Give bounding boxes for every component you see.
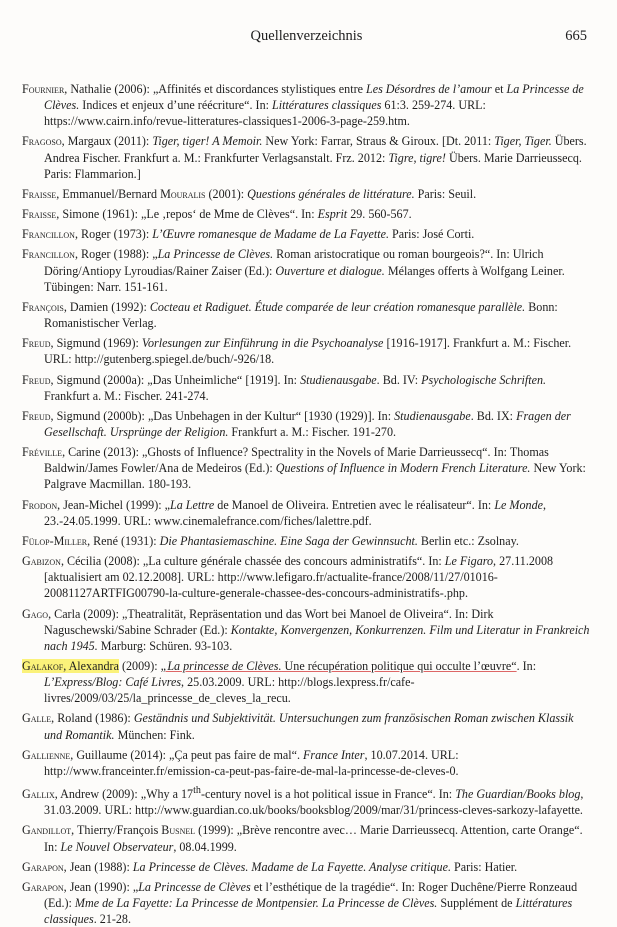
work-title: The Guardian/Books blog [455, 787, 581, 802]
author-name: Mouralis [160, 186, 206, 201]
entry-text: , 10.07.2014. URL: http://www.franceinter.fr/emission-ca-peut-pas-faire-de-mal-la-princesse-de-cleves-0. [44, 747, 459, 778]
entry-text: -century novel is a hot political issue in France“. In: [200, 787, 456, 802]
bibliography-entry [22, 133, 591, 181]
bibliography-entry [22, 335, 591, 367]
bibliography-entry [22, 553, 591, 601]
bibliography-entry [22, 859, 591, 875]
author-name: Francillon [22, 227, 75, 242]
entry-text: Übers. Andrea Fischer. Frankfurt a. M.: Frankfurter Verlagsanstalt. Frz. 2012: [44, 134, 587, 165]
author-name: Fraisse [22, 207, 57, 222]
work-title: Cocteau et Radiguet. Étude comparée de leur création romanesque parallèle. [149, 299, 526, 314]
page-number: 665 [565, 28, 587, 44]
entry-text: , Jean (1988): [63, 859, 133, 874]
entry-text: , Simone (1961): „Le ‚repos‘ de Mme de Clèves“. In: [56, 207, 318, 222]
entry-text: , [63, 659, 69, 673]
work-title: Ouverture et dialogue. [275, 263, 385, 278]
bibliography-entry [22, 444, 591, 492]
author-name: Francillon [22, 247, 75, 262]
entry-text: , Sigmund (2000a): „Das Unheimliche“ [1919]. In: [50, 372, 301, 387]
work-title: France Inter [303, 747, 365, 762]
entry-text: , 23.-24.05.1999. URL: www.cinemalefrance.com/fiches/lalettre.pdf. [44, 497, 547, 528]
work-title: Geständnis und Subjektivität. Untersuchungen zum französischen Roman zwischen Klassik und Romantik. [44, 711, 574, 742]
entry-text: (2001): [205, 186, 248, 201]
page-title: Quellenverzeichnis [250, 28, 363, 44]
work-title: Psychologische Schriften. [421, 372, 547, 387]
work-title: Littératures classiques [272, 98, 382, 113]
entry-text: 61:3. 259-274. URL: https://www.cairn.info/revue-litteratures-classiques1-2006-3-page-259.htm. [44, 98, 486, 129]
work-title: La Lettre [170, 497, 215, 512]
entry-text: Mélanges offerts à Wolfgang Leiner. Tübingen: Narr. 151-161. [44, 263, 565, 294]
work-title: Littératures classiques [44, 896, 573, 927]
author-name: Freud [22, 336, 51, 351]
work-title: Tigre, tigre! [388, 150, 446, 165]
bibliography-entry [22, 206, 591, 222]
work-title: La Princesse de Clèves. [157, 247, 274, 262]
entry-text: , 25.03.2009. URL: http://blogs.lexpress.fr/cafe-livres/2009/03/25/la_princesse_de_cleves_la_recu. [44, 675, 415, 706]
entry-text: , Sigmund (2000b): „Das Unbehagen in der Kultur“ [1930 (1929)]. In: [50, 408, 395, 423]
bibliography-entry [22, 246, 591, 294]
author-name: Fraisse [22, 186, 57, 201]
author-name: Garapon [22, 879, 64, 894]
bibliography-entry [22, 747, 591, 779]
entry-text: Paris: José Corti. [389, 227, 475, 242]
entry-text: Frankfurt a. M.: Fischer. 241-274. [44, 388, 209, 403]
bibliography-entry [22, 81, 591, 129]
entry-text: , Roger (1988): „ [74, 247, 158, 262]
entry-text: Supplément de [437, 896, 516, 911]
entry-text: , Roland (1986): [51, 711, 134, 726]
entry-text: Marburg: Schüren. 93-103. [97, 638, 233, 653]
author-name: Garapon [22, 859, 64, 874]
entry-text: th [193, 785, 201, 797]
work-title: „La princesse de Clèves. [160, 659, 282, 673]
author-name: Freud [22, 408, 51, 423]
bibliography-entry [22, 658, 591, 706]
author-name: Galle [22, 711, 52, 726]
entry-text: Paris: Hatier. [451, 859, 518, 874]
author-name: Busnel [161, 823, 196, 838]
entry-text: Übers. Marie Darrieussecq. Paris: Flammarion.] [44, 150, 582, 181]
entry-text: (2009): [118, 659, 161, 673]
entry-text: Alexandra [68, 659, 119, 673]
bibliography-entry [22, 186, 591, 202]
entry-text: , Jean (1990): „ [63, 879, 139, 894]
entry-text: . Bd. IX: [470, 408, 517, 423]
work-title: Fragen der Gesellschaft. Ursprünge der Religion. [44, 408, 571, 439]
entry-text: München: Fink. [114, 727, 195, 742]
entry-text: , Jean-Michel (1999): „ [57, 497, 171, 512]
bibliography-entry [22, 226, 591, 242]
bibliography-entry [22, 822, 591, 854]
entry-text: 29. 560-567. [347, 207, 412, 222]
author-name: Fréville [22, 445, 63, 460]
entry-text: , Carine (2013): „Ghosts of Influence? Spectrality in the Novels of Marie Darrieussecq“. In: Thomas Baldwin/James Fowler/Ana de Medeiros (Ed.): [44, 445, 549, 476]
entry-text: Roman aristocratique ou roman bourgeois?“. In: Ulrich Döring/Antiopy Lyroudias/Rainer Zaiser (Ed.): [44, 247, 544, 278]
work-title: Tiger, Tiger. [494, 134, 552, 149]
entry-text: , 31.03.2009. URL: http://www.guardian.co.uk/books/booksblog/2009/mar/31/princess-cleves-sarkozy-lafayette. [44, 787, 584, 818]
work-title: Kontakte, Konvergenzen, Konkurrenzen. Film und Literatur in Frankreich nach 1945. [44, 622, 590, 653]
entry-text: (1999): „Brève rencontre avec… Marie Darrieussecq. Attention, carte Orange“. In: [44, 823, 583, 854]
author-name: François [22, 299, 64, 314]
entry-text: , 27.11.2008 [aktualisiert am 02.12.2008]. URL: http://www.lefigaro.fr/actualite-france/2008/11/27/01016-20081127ARTFIG00790-la-culture-generale-chassee-des-concours-administratifs-.php. [44, 554, 554, 601]
entry-text: , Margaux (2011): [61, 134, 153, 149]
work-title: Questions of Influence in Modern French Literature. [275, 461, 531, 476]
author-name: Gago [22, 606, 49, 621]
work-title: Esprit [317, 207, 348, 222]
bibliography-entry [22, 783, 591, 818]
author-name: Frodon [22, 497, 58, 512]
work-title: Les Désordres de l’amour [365, 82, 492, 96]
entry-text: [1916-1917]. Frankfurt a. M.: Fischer. URL: http://gutenberg.spiegel.de/buch/-926/18. [44, 336, 572, 367]
entry-text: , Damien (1992): [63, 299, 150, 314]
running-header [22, 26, 591, 48]
bibliography-entry [22, 879, 591, 927]
bibliography-list [22, 81, 591, 927]
entry-text: , 08.04.1999. [173, 839, 237, 854]
entry-text: Paris: Seuil. [414, 186, 477, 201]
bibliography-entry [22, 299, 591, 331]
entry-text: et [491, 82, 507, 96]
work-title: Mme de La Fayette: La Princesse de Montpensier. La Princesse de Clèves. [74, 896, 438, 911]
work-title: La Princesse de Clèves. [44, 82, 584, 113]
work-title: L’Œuvre romanesque de Madame de La Fayette. [152, 227, 389, 242]
entry-text: , Nathalie (2006): „Affinités et discordances stylistiques entre [64, 82, 366, 96]
author-name: Freud [22, 372, 51, 387]
work-title: Le Nouvel Observateur [60, 839, 174, 854]
author-name: Gabizon [22, 554, 61, 569]
author-name: Gandillot [22, 823, 72, 838]
entry-text: . In: [516, 659, 537, 673]
bibliography-entry [22, 710, 591, 742]
author-name: Fülop-Miller [22, 533, 88, 548]
entry-text: de Manoel de Oliveira. Entretien avec le réalisateur“. In: [214, 497, 495, 512]
entry-text: , Andrew (2009): „Why a 17 [54, 787, 194, 802]
work-title: Tiger, tiger! A Memoir. [152, 134, 263, 149]
entry-text: , Sigmund (1969): [50, 336, 142, 351]
entry-text: , Thierry/François [71, 823, 162, 838]
author-name: Gallix [22, 787, 55, 802]
entry-text: et l’esthétique de la tragédie“. In: Roger Duchêne/Pierre Ronzeaud (Ed.): [44, 879, 578, 911]
bibliography-entry [22, 533, 591, 549]
bibliography-entry [22, 497, 591, 529]
entry-text: , Carla (2009): „Theatralität, Repräsentation und das Wort bei Manoel de Oliveira“. In: Dirk Naguschewski/Sabine Schrader (Ed.): [44, 606, 494, 637]
entry-text: , Roger (1973): [74, 227, 153, 242]
work-title: Questions générales de littérature. [247, 186, 415, 201]
work-title: Vorlesungen zur Einführung in die Psychoanalyse [141, 336, 384, 351]
bibliography-entry [22, 372, 591, 404]
work-title: La Princesse de Clèves. Madame de La Fayette. Analyse critique. [132, 859, 451, 874]
work-title: Le Monde [494, 497, 544, 512]
entry-text: Indices et enjeux d’une réécriture“. In: [79, 98, 272, 113]
entry-text: Bonn: Romanistischer Verlag. [44, 299, 558, 331]
bibliography-entry [22, 408, 591, 440]
author-name: Gallienne [22, 747, 71, 762]
author-name: Fragoso [22, 134, 62, 149]
entry-text: Une récupération politique qui occulte l’œuvre“ [281, 659, 517, 673]
entry-text: , René (1931): [87, 533, 160, 548]
entry-text: , Emmanuel/Bernard [56, 186, 161, 201]
work-title: Le Figaro [444, 554, 494, 569]
entry-text: . 21-28. [93, 912, 132, 927]
work-title: L’Express/Blog: Café Livres [44, 675, 182, 690]
author-name: Galakof [22, 659, 64, 673]
entry-text: , Guillaume (2014): „Ça peut pas faire de mal“. [70, 747, 304, 762]
work-title: Studienausgabe [300, 372, 377, 387]
entry-text: New York: Palgrave Macmillan. 180-193. [44, 461, 586, 492]
entry-text: . Bd. IV: [376, 372, 422, 387]
entry-text: New York: Farrar, Straus & Giroux. [Dt. 2011: [262, 134, 495, 149]
work-title: Die Phantasiemaschine. Eine Saga der Gewinnsucht. [159, 533, 418, 548]
work-title: Studienausgabe [394, 408, 471, 423]
entry-text: Berlin etc.: Zsolnay. [417, 533, 519, 548]
author-name: Fournier [22, 82, 65, 96]
entry-text: , Cécilia (2008): „La culture générale chassée des concours administratifs“. In: [60, 554, 445, 569]
work-title: La Princesse de Clèves [138, 879, 251, 894]
bibliography-entry [22, 606, 591, 654]
entry-text: Frankfurt a. M.: Fischer. 191-270. [228, 424, 397, 439]
